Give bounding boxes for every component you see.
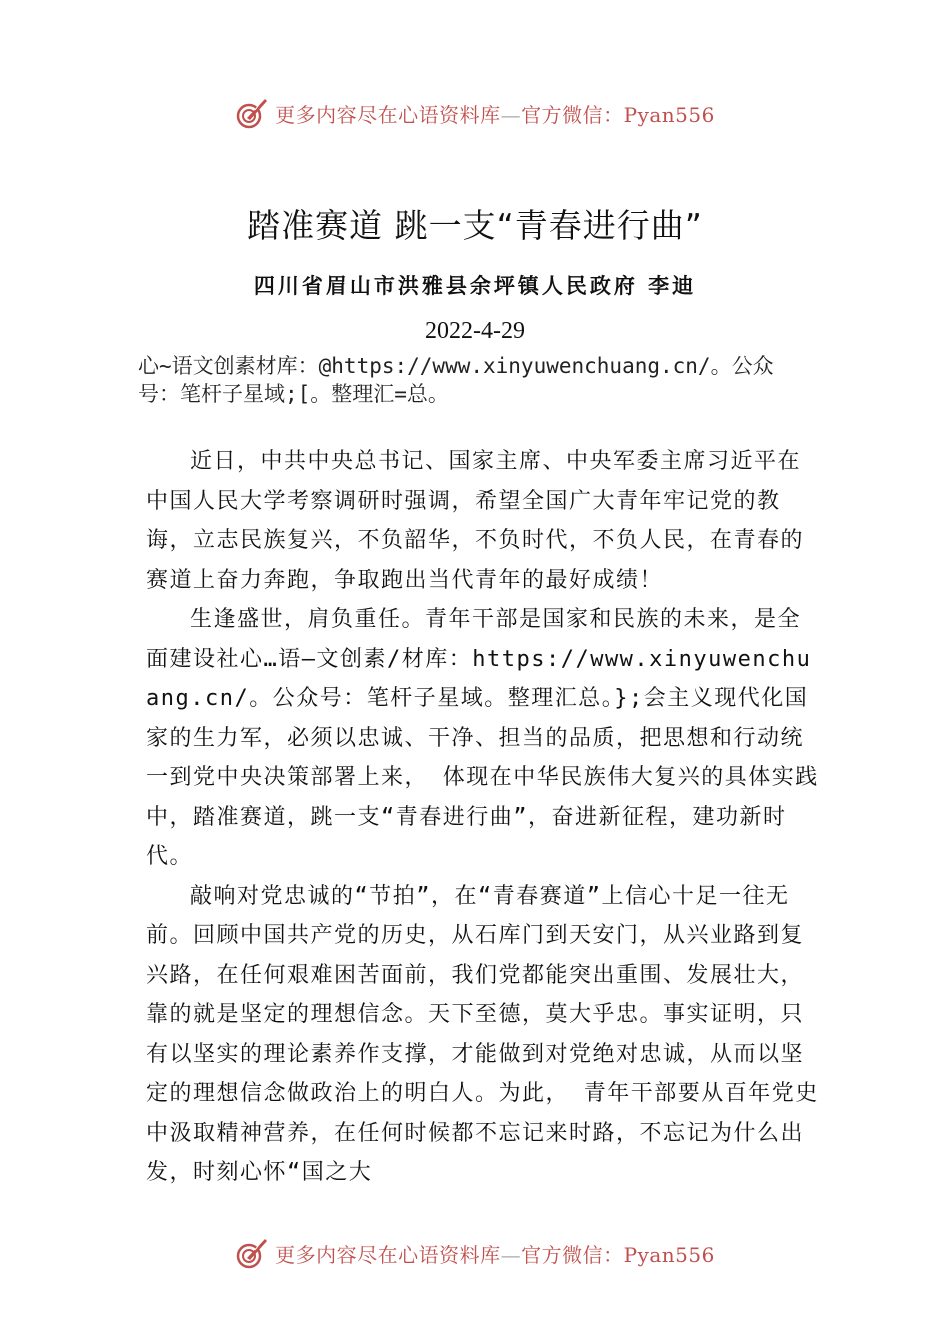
- body-paragraph: 生逢盛世，肩负重任。青年干部是国家和民族的未来，是全面建设社心…语—文创素/材库：https://www.xinyuwenchuang.cn/。公众号：笔杆子星域。整理汇总。};会主义现代化国家的生力军，必须以忠诚、干净、担当的品质，把思想和行动统一到党中央决策部署上来， 体现在中华民族伟大复兴的具体实践中，踏准赛道，跳一支“青春进行曲”，奋进新征程，建功新时代。: [146, 607, 819, 869]
- body-paragraph: 敲响对党忠诚的“节拍”，在“青春赛道”上信心十足一往无前。回顾中国共产党的历史，从石库门到天安门，从兴业路到复兴路，在任何艰难困苦面前，我们党都能突出重围、发展壮大，靠的就是坚定的理想信念。天下至德，莫大乎忠。事实证明，只有以坚实的理论素养作支撑，才能做到对党绝对忠诚，从而以坚定的理想信念做政治上的明白人。为此， 青年干部要从百年党史中汲取精神营养，在任何时候都不忘记来时路，不忘记为什么出发，时刻心怀“国之大: [146, 883, 819, 1185]
- banner-main-text: 更多内容尽在心语资料库: [275, 1242, 501, 1267]
- banner-wechat-id: Pyan556: [623, 1242, 715, 1267]
- banner-dash: —: [500, 102, 522, 127]
- source-note-line: 号：笔杆子星域;[。整理汇=总。: [138, 382, 449, 406]
- body-paragraph: 近日，中共中央总书记、国家主席、中央军委主席习近平在中国人民大学考察调研时强调，希望全国广大青年牢记党的教诲，立志民族复兴，不负韶华，不负时代，不负人民，在青春的赛道上奋力奔跑，争取跑出当代青年的最好成绩！: [146, 449, 805, 593]
- header-banner: [0, 96, 950, 130]
- banner-main-text: 更多内容尽在心语资料库: [275, 102, 501, 127]
- document-author: 四川省眉山市洪雅县余坪镇人民政府 李迪: [253, 273, 697, 298]
- banner-text: [275, 99, 715, 128]
- quill-logo-icon: [235, 1236, 269, 1270]
- banner-wechat-label: 官方微信：: [521, 102, 624, 127]
- source-note: [138, 352, 838, 408]
- document-title: 踏准赛道 跳一支“青春进行曲”: [247, 206, 703, 245]
- quill-logo-icon: [235, 96, 269, 130]
- document-body: [146, 442, 822, 1193]
- banner-wechat-id: Pyan556: [623, 102, 715, 127]
- banner-dash: —: [500, 1242, 522, 1267]
- footer-banner: [0, 1236, 950, 1270]
- document-date: 2022-4-29: [425, 318, 525, 344]
- banner-text: [275, 1239, 715, 1268]
- banner-wechat-label: 官方微信：: [521, 1242, 624, 1267]
- source-note-line: 心~语文创素材库：@https://www.xinyuwenchuang.cn/。公众: [138, 354, 774, 378]
